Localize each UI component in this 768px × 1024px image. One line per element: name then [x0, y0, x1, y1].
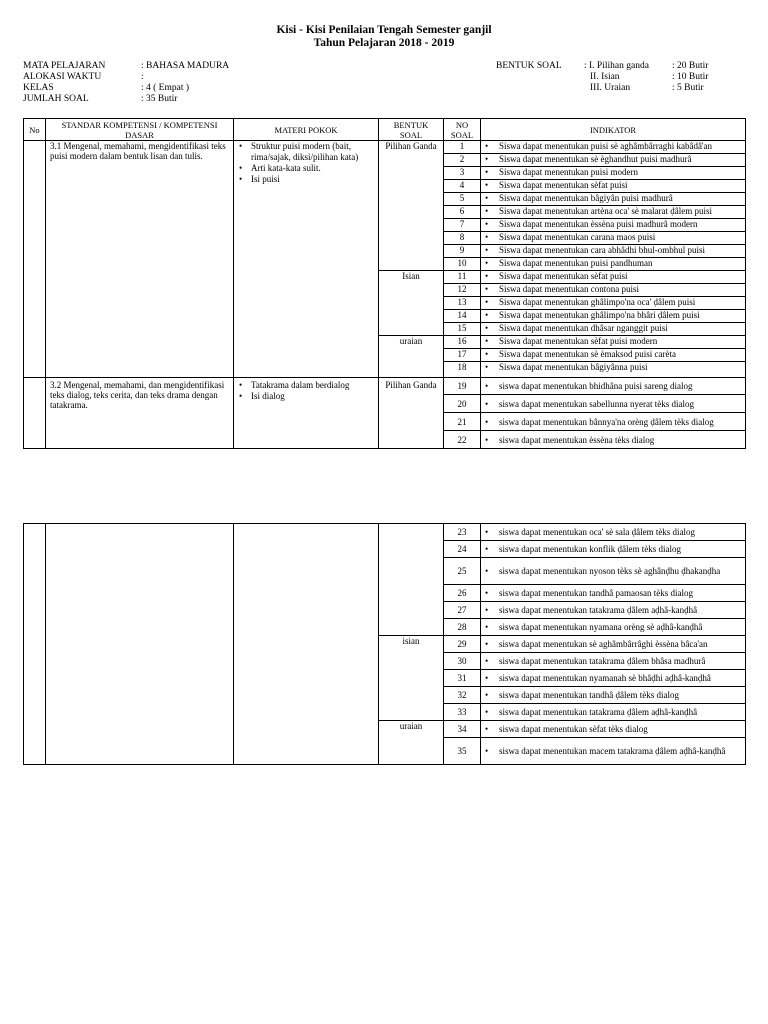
meta-label: ALOKASI WAKTU: [23, 72, 102, 82]
soal-no: 16: [444, 336, 481, 349]
row-no-cell: [24, 524, 46, 765]
header-materi: MATERI POKOK: [234, 119, 379, 141]
soal-no: 19: [444, 378, 481, 395]
soal-no: 18: [444, 362, 481, 378]
bentuk-count: : 20 Butir: [672, 61, 709, 71]
soal-no: 20: [444, 395, 481, 413]
soal-no: 10: [444, 258, 481, 271]
indikator: • Siswa dapat menentukan contona puisi: [481, 284, 746, 297]
bentuk-type: : I. Pilihan ganda: [584, 61, 649, 71]
bentuk-count: : 10 Butir: [672, 72, 709, 82]
soal-no: 5: [444, 193, 481, 206]
row-no-cell: [24, 378, 46, 449]
soal-no: 29: [444, 636, 481, 653]
meta-value: : BAHASA MADURA: [141, 61, 230, 71]
soal-no: 21: [444, 413, 481, 431]
indikator: • siswa dapat menentukan nyoson tèks sè aghânḍhu ḍhakanḍha: [481, 558, 746, 585]
materi-item: • Isi dialog: [237, 391, 375, 402]
meta-value: : 35 Butir: [141, 94, 178, 104]
soal-no: 31: [444, 670, 481, 687]
soal-no: 15: [444, 323, 481, 336]
soal-no: 23: [444, 524, 481, 541]
materi-item: • Isi puisi: [237, 174, 375, 185]
bentuk-uraian-1: uraian: [379, 336, 444, 378]
header-bentuk: BENTUK SOAL: [379, 119, 444, 141]
soal-no: 27: [444, 602, 481, 619]
soal-no: 1: [444, 141, 481, 154]
indikator: • Siswa dapat menentukan puisi sè aghâmbârraghi kabâdâ'an: [481, 141, 746, 154]
materi-cell: [234, 524, 379, 765]
soal-no: 4: [444, 180, 481, 193]
soal-no: 12: [444, 284, 481, 297]
table-row: [24, 141, 746, 154]
bentuk-type: III. Uraian: [590, 83, 631, 93]
indikator: • siswa dapat menentukan tandhâ ḍâlem tèks dialog: [481, 687, 746, 704]
materi-item: • Arti kata-kata sulit.: [237, 163, 375, 174]
bentuk-cell: [379, 524, 444, 636]
materi-kd-3-1: [234, 141, 379, 378]
bentuk-count: : 5 Butir: [672, 83, 704, 93]
indikator: • siswa dapat menentukan nyamana orèng sè aḍhâ-kanḍhâ: [481, 619, 746, 636]
indikator: • Siswa dapat menentukan ghâlimpo'na oca' ḍâlem puisi: [481, 297, 746, 310]
materi-item: • Struktur puisi modern (bait, rima/sajak, diksi/pilihan kata): [237, 141, 375, 163]
meta-label: KELAS: [23, 83, 54, 93]
indikator: • siswa dapat menentukan nyamanah sè bhâḍhi aḍhâ-kanḍhâ: [481, 670, 746, 687]
soal-no: 2: [444, 154, 481, 167]
indikator: • Siswa dapat menentukan ghâlimpo'na bhâri ḍâlem puisi: [481, 310, 746, 323]
indikator: • Siswa dapat menentukan bâgiyân puisi madhurâ: [481, 193, 746, 206]
materi-kd-3-2: [234, 378, 379, 449]
indikator: • Siswa dapat menentukan sèfat puisi modern: [481, 336, 746, 349]
indikator: • siswa dapat menentukan bhidhâna puisi sareng dialog: [481, 378, 746, 395]
soal-no: 26: [444, 585, 481, 602]
bentuk-isian-1: Isian: [379, 271, 444, 336]
soal-no: 34: [444, 721, 481, 738]
indikator: • Siswa dapat menentukan puisi pandhuman: [481, 258, 746, 271]
meta-value: :: [141, 72, 144, 82]
title-line-2: Tahun Pelajaran 2018 - 2019: [313, 37, 455, 49]
header-sk: STANDAR KOMPETENSI / KOMPETENSI DASAR: [46, 119, 234, 141]
bentuk-uraian-2: uraian: [379, 721, 444, 765]
indikator: • Siswa dapat menentukan bâgiyânna puisi: [481, 362, 746, 378]
header-nosoal: NO SOAL: [444, 119, 481, 141]
header-indikator: INDIKATOR: [481, 119, 746, 141]
table-row: [24, 524, 746, 541]
soal-no: 32: [444, 687, 481, 704]
indikator: • Siswa dapat menentukan cara abhâdhi bhul-ombhul puisi: [481, 245, 746, 258]
kd-3-2: 3.2 Mengenal, memahami, dan mengidentifikasi teks dialog, teks cerita, dan teks drama dengan tatakrama.: [46, 378, 234, 449]
indikator: • siswa dapat menentukan sèfat tèks dialog: [481, 721, 746, 738]
indikator: • Siswa dapat menentukan sèfat puisi: [481, 271, 746, 284]
soal-no: 22: [444, 431, 481, 449]
indikator: • siswa dapat menentukan tatakrama ḍâlem aḍhâ-kanḍhâ: [481, 602, 746, 619]
indikator: • Siswa dapat menentukan carana maos puisi: [481, 232, 746, 245]
row-no-cell: [24, 141, 46, 378]
soal-no: 11: [444, 271, 481, 284]
table-header-row: [24, 119, 746, 141]
bentuk-pg-1: Pilihan Ganda: [379, 141, 444, 271]
kisi-table-2: [23, 523, 746, 765]
indikator: • Siswa dapat menentukan èssèna puisi madhurâ modern: [481, 219, 746, 232]
kisi-table-1: [23, 118, 746, 449]
indikator: • siswa dapat menentukan konflik ḍâlem tèks dialog: [481, 541, 746, 558]
soal-no: 7: [444, 219, 481, 232]
indikator: • Siswa dapat menentukan artèna oca' sè malarat ḍâlem puisi: [481, 206, 746, 219]
materi-item: • Tatakrama dalam berdialog: [237, 380, 375, 391]
soal-no: 8: [444, 232, 481, 245]
document-title: [0, 24, 768, 50]
meta-label: JUMLAH SOAL: [23, 94, 89, 104]
meta-value: : 4 ( Empat ): [141, 83, 190, 93]
indikator: • siswa dapat menentukan macem tatakrama ḍâlem aḍhâ-kanḍhâ: [481, 738, 746, 765]
soal-no: 14: [444, 310, 481, 323]
soal-no: 24: [444, 541, 481, 558]
title-line-1: Kisi - Kisi Penilaian Tengah Semester ganjil: [276, 24, 492, 36]
bentuk-isian-2: isian: [379, 636, 444, 721]
indikator: • Siswa dapat menentukan sèfat puisi: [481, 180, 746, 193]
indikator: • Siswa dapat menentukan puisi modern: [481, 167, 746, 180]
indikator: • siswa dapat menentukan tandhâ pamaosan tèks dialog: [481, 585, 746, 602]
indikator: • Siswa dapat menentukan sè èmaksod puisi carèta: [481, 349, 746, 362]
indikator: • Siswa dapat menentukan sè èghandhut puisi madhurâ: [481, 154, 746, 167]
soal-no: 33: [444, 704, 481, 721]
soal-no: 25: [444, 558, 481, 585]
soal-no: 6: [444, 206, 481, 219]
meta-label: MATA PELAJARAN: [23, 61, 106, 71]
indikator: • siswa dapat menentukan sè aghâmbârrâghi èssèna bâca'an: [481, 636, 746, 653]
bentuk-soal-label: BENTUK SOAL: [496, 61, 562, 71]
soal-no: 13: [444, 297, 481, 310]
indikator: • siswa dapat menentukan bânnya'na orèng ḍâlem tèks dialog: [481, 413, 746, 431]
soal-no: 3: [444, 167, 481, 180]
bentuk-pg-2: Pilihan Ganda: [379, 378, 444, 449]
kd-3-1: 3.1 Mengenal, memahami, mengidentifikasi teks puisi modern dalam bentuk lisan dan tulis.: [46, 141, 234, 378]
soal-no: 9: [444, 245, 481, 258]
bentuk-type: II. Isian: [590, 72, 620, 82]
kd-cell: [46, 524, 234, 765]
soal-no: 17: [444, 349, 481, 362]
soal-no: 35: [444, 738, 481, 765]
indikator: • siswa dapat menentukan èssèna tèks dialog: [481, 431, 746, 449]
indikator: • siswa dapat menentukan sabellunna nyerat tèks dialog: [481, 395, 746, 413]
header-no: No: [24, 119, 46, 141]
table-row: [24, 378, 746, 395]
soal-no: 30: [444, 653, 481, 670]
indikator: • siswa dapat menentukan tatakrama ḍâlem aḍhâ-kanḍhâ: [481, 704, 746, 721]
indikator: • siswa dapat menentukan oca' sè sala ḍâlem tèks dialog: [481, 524, 746, 541]
indikator: • siswa dapat menentukan tatakrama ḍâlem bhâsa madhurâ: [481, 653, 746, 670]
indikator: • Siswa dapat menentukan dhâsar nganggit puisi: [481, 323, 746, 336]
soal-no: 28: [444, 619, 481, 636]
